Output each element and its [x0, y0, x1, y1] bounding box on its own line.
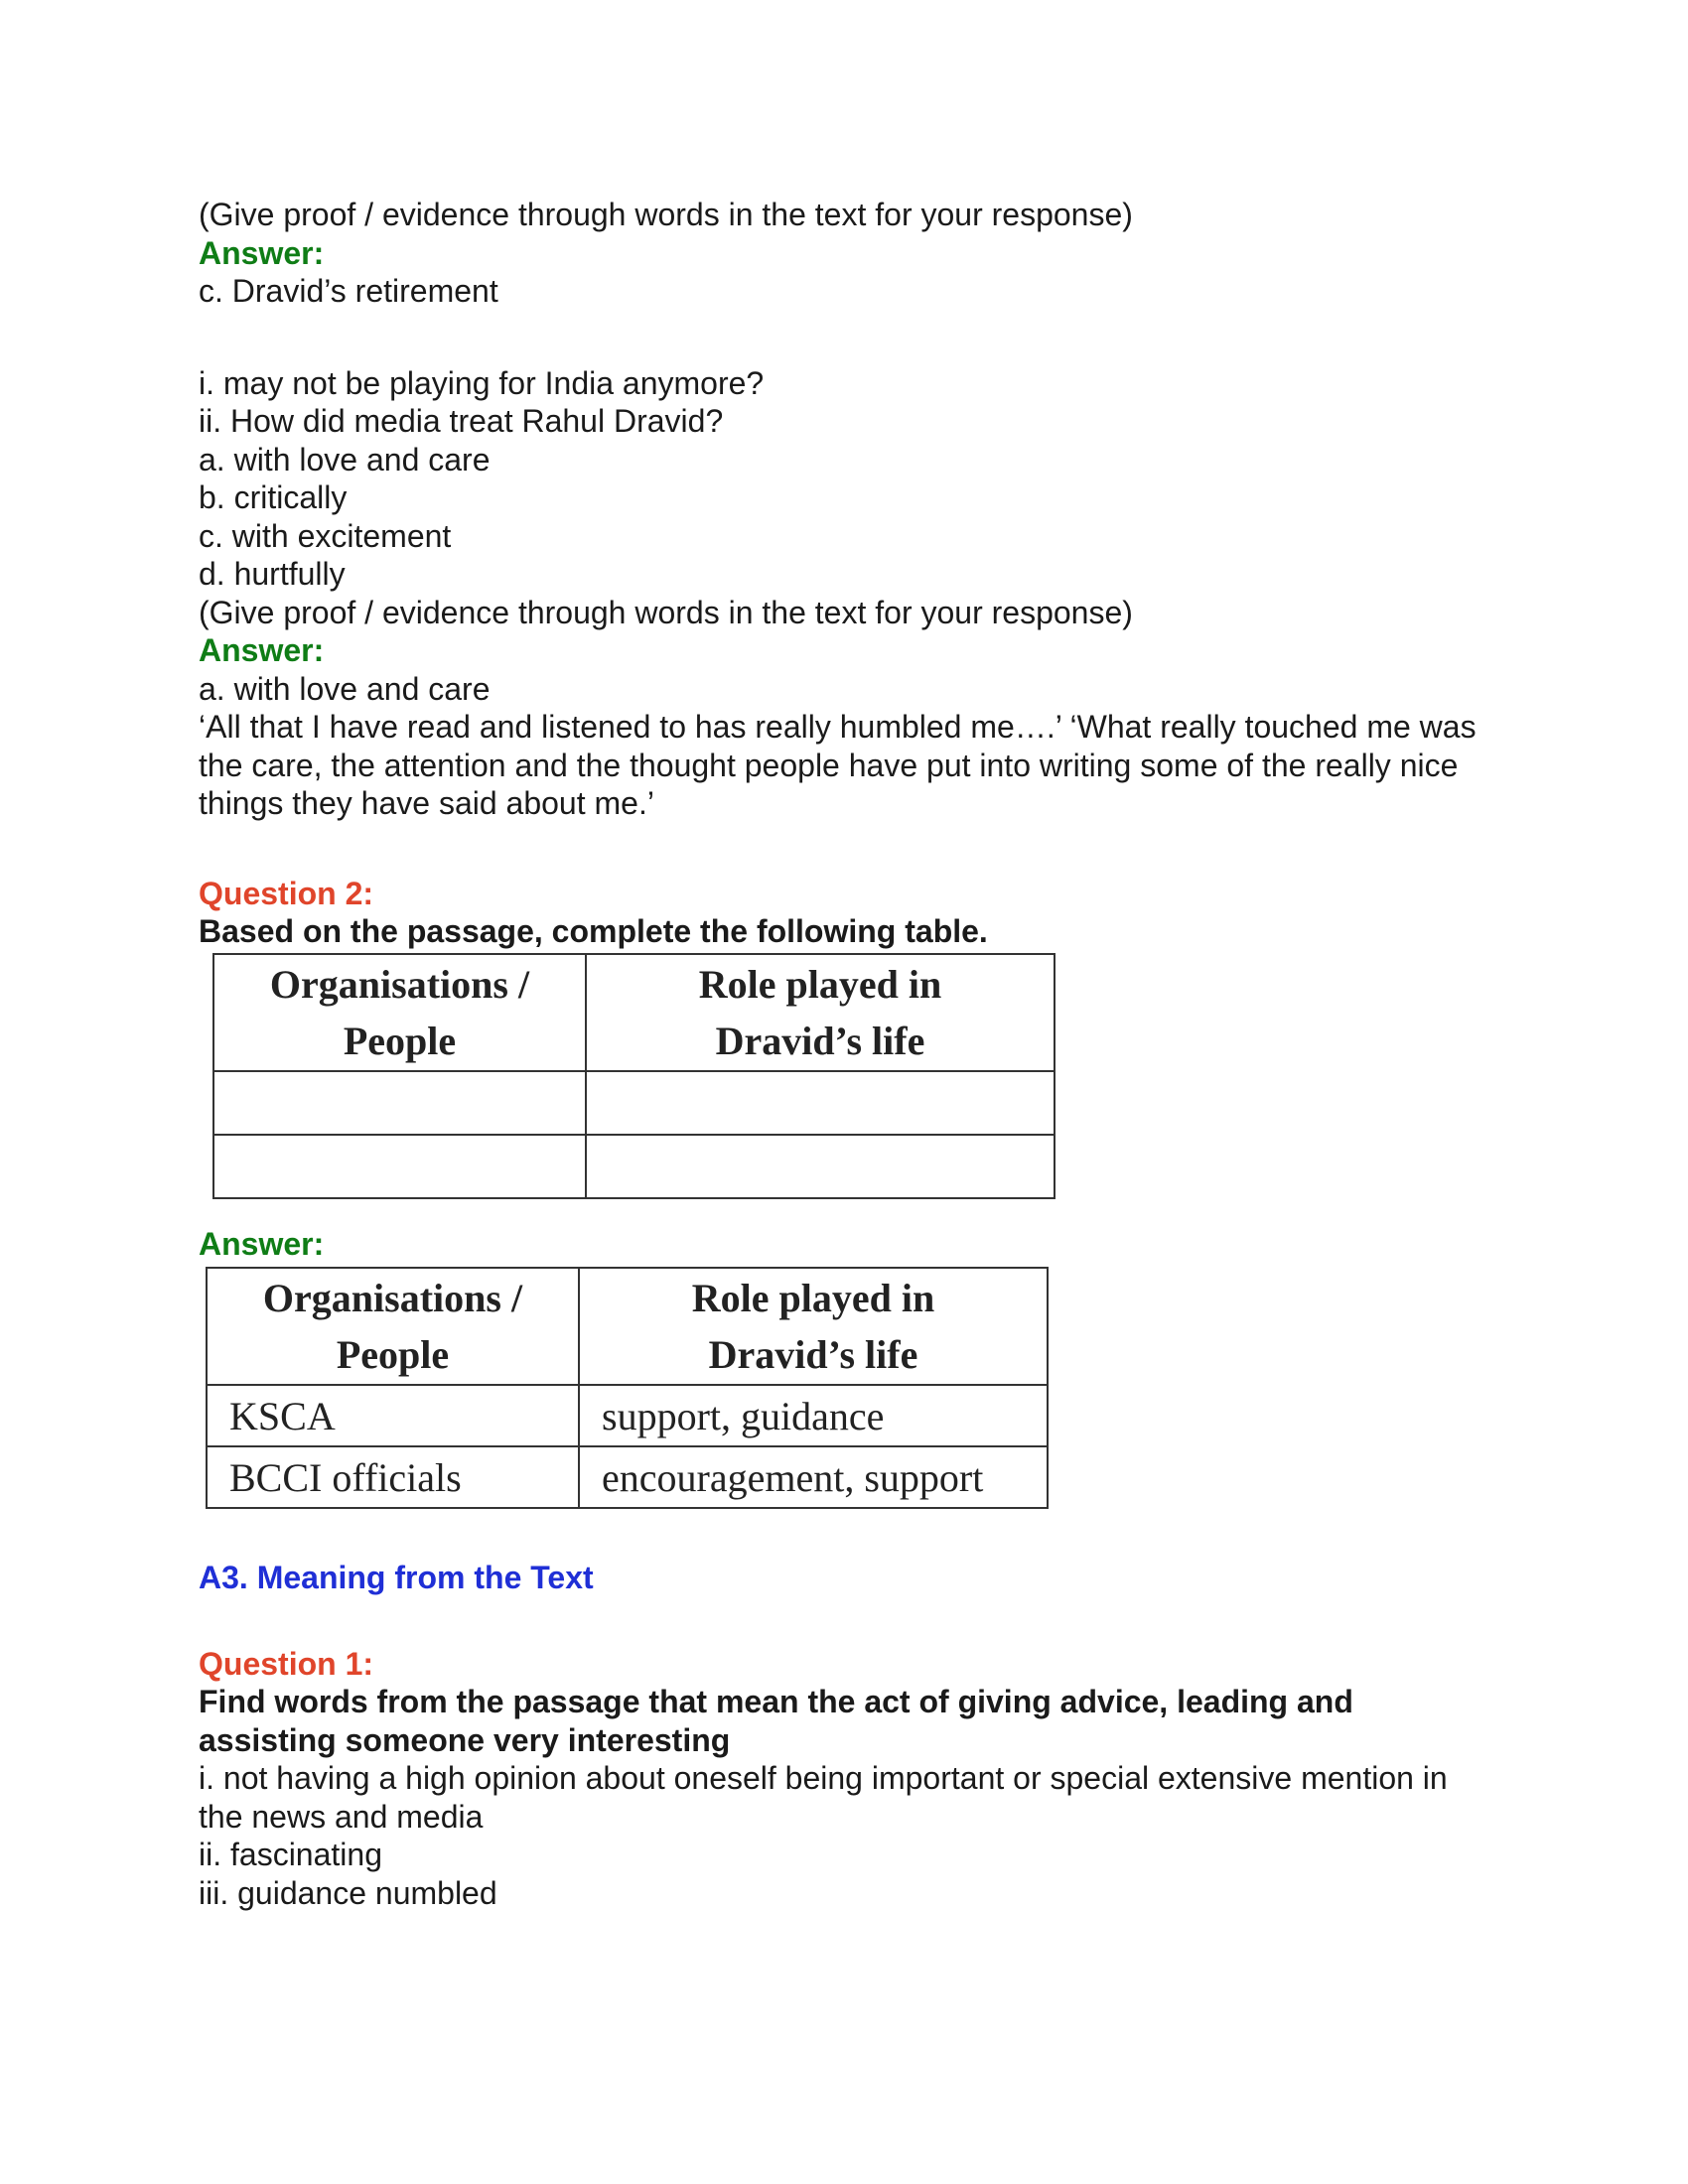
table-header-role: Role played in Dravid’s life [586, 954, 1055, 1071]
section-title: A3. Meaning from the Text [199, 1560, 594, 1595]
option-d: d. hurtfully [199, 556, 346, 592]
table-header-organisations: Organisations / People [207, 1268, 579, 1385]
question-label: Question 1: [199, 1645, 374, 1682]
question-prompt: Based on the passage, complete the following table. [199, 913, 988, 949]
table-row [213, 1135, 1055, 1198]
option-b: b. critically [199, 479, 348, 515]
item-i: i. not having a high opinion about oneself being important or special extensive mention in the news and media [199, 1760, 1457, 1835]
answer-label: Answer: [199, 1225, 325, 1262]
answer-table [206, 1267, 1049, 1509]
item-iii: iii. guidance numbled [199, 1874, 497, 1911]
table-row [207, 1446, 1048, 1508]
table-cell [586, 1135, 1055, 1198]
table-row [207, 1385, 1048, 1446]
option-a: a. with love and care [199, 441, 491, 478]
document-page [199, 196, 1489, 1912]
question-line-ii: ii. How did media treat Rahul Dravid? [199, 403, 724, 439]
question-line-i: i. may not be playing for India anymore? [199, 364, 765, 401]
item-ii: ii. fascinating [199, 1837, 382, 1872]
table-cell [586, 1071, 1055, 1135]
table-header-role: Role played in Dravid’s life [579, 1268, 1048, 1385]
evidence-quote: ‘All that I have read and listened to has really humbled me….’ ‘What really touched me was the care, the attention and the thought people have put into writing some of the really nice things they have said about me.’ [199, 709, 1485, 821]
question-prompt: Find words from the passage that mean the act of giving advice, leading and assisting someone very interesting [199, 1684, 1353, 1758]
blank-table [212, 953, 1055, 1199]
table-cell-organisation: KSCA [207, 1385, 579, 1446]
question-label: Question 2: [199, 875, 374, 911]
proof-prompt: (Give proof / evidence through words in the text for your response) [199, 594, 1133, 630]
answer-text: a. with love and care [199, 670, 491, 707]
option-c: c. with excitement [199, 517, 452, 554]
answer-label: Answer: [199, 234, 325, 271]
table-cell [213, 1135, 586, 1198]
table-cell [213, 1071, 586, 1135]
table-cell-organisation: BCCI officials [207, 1446, 579, 1508]
table-row [213, 1071, 1055, 1135]
table-cell-role: support, guidance [579, 1385, 1048, 1446]
proof-prompt: (Give proof / evidence through words in the text for your response) [199, 197, 1133, 232]
answer-text: c. Dravid’s retirement [199, 273, 498, 309]
answer-label: Answer: [199, 632, 325, 668]
table-header-organisations: Organisations / People [213, 954, 586, 1071]
table-cell-role: encouragement, support [579, 1446, 1048, 1508]
